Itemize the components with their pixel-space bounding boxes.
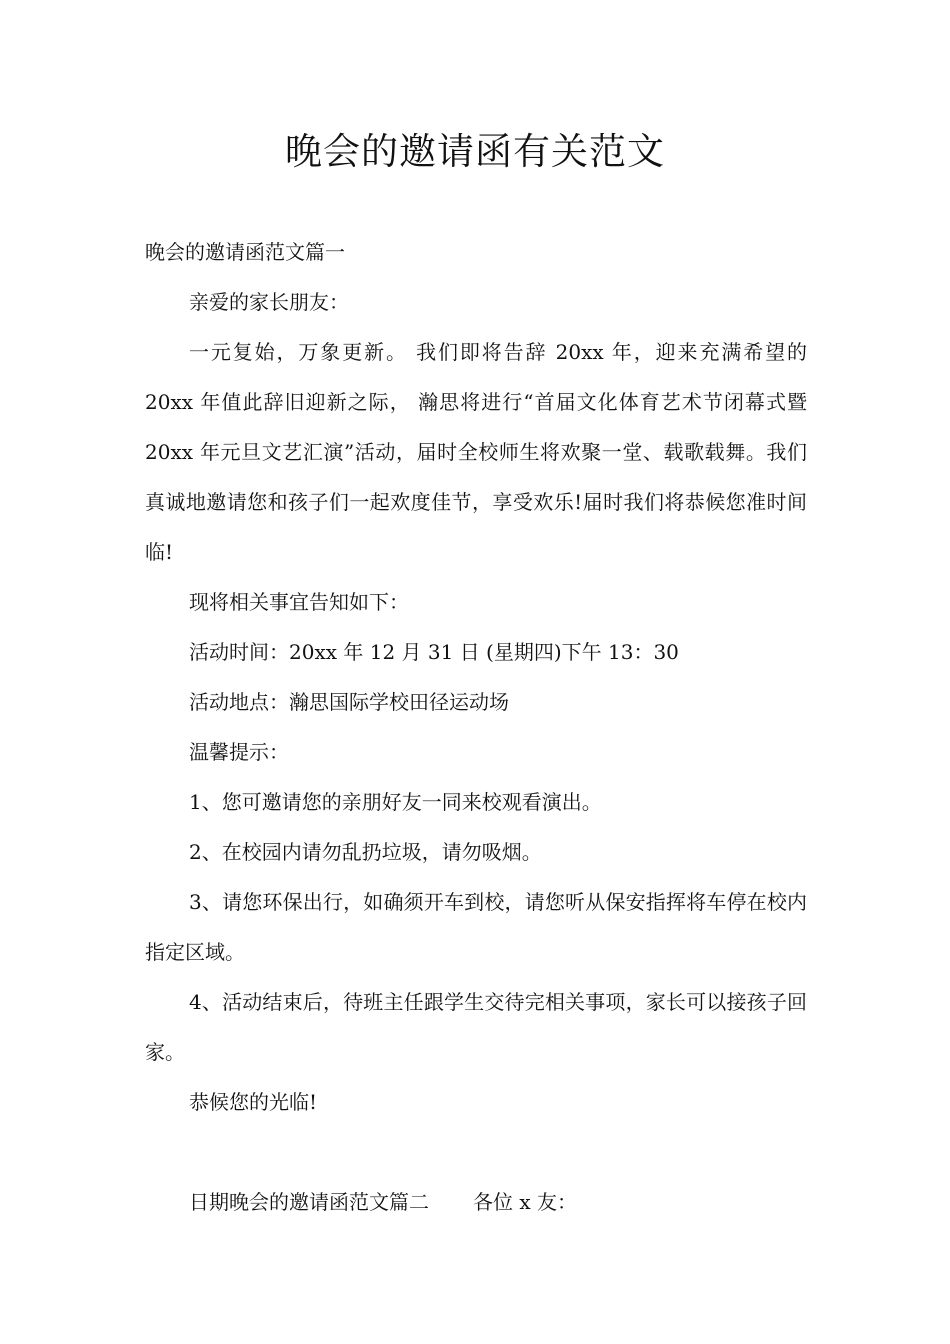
tip-2: 2、在校园内请勿乱扔垃圾，请勿吸烟。: [189, 840, 542, 864]
section1-heading: 晚会的邀请函范文篇一: [145, 240, 345, 264]
section2-greeting: 各位 x 友：: [473, 1190, 577, 1214]
section2-heading: 日期晚会的邀请函范文篇二: [189, 1190, 429, 1214]
tip-1: 1、您可邀请您的亲朋好友一同来校观看演出。: [189, 790, 602, 814]
event-place: 活动地点：瀚思国际学校田径运动场: [189, 690, 509, 714]
event-time: 活动时间：20xx 年 12 月 31 日 (星期四)下午 13：30: [189, 640, 679, 664]
tips-heading: 温馨提示：: [189, 740, 289, 764]
notice-intro: 现将相关事宜告知如下：: [189, 590, 409, 614]
document-body: [145, 227, 807, 1227]
paragraph-intro: 一元复始，万象更新。 我们即将告辞 20xx 年，迎来充满希望的 20xx 年值此辞旧迎新之际， 瀚思将进行“首届文化体育艺术节闭幕式暨 20xx 年元旦文艺汇演”活动，届时全校师生将欢聚一堂、载歌载舞。我们真诚地邀请您和孩子们一起欢度佳节，享受欢乐!届时我们将恭候您准时间临!: [145, 340, 807, 564]
closing: 恭候您的光临!: [189, 1090, 318, 1114]
tip-4: 4、活动结束后，待班主任跟学生交待完相关事项，家长可以接孩子回家。: [145, 990, 807, 1064]
greeting: 亲爱的家长朋友：: [189, 290, 349, 314]
section2-line: [145, 1177, 807, 1227]
document-title: 晚会的邀请函有关范文: [285, 130, 665, 173]
tip-3: 3、请您环保出行，如确须开车到校，请您听从保安指挥将车停在校内指定区域。: [145, 890, 807, 964]
paragraph-gap: [145, 1127, 807, 1177]
